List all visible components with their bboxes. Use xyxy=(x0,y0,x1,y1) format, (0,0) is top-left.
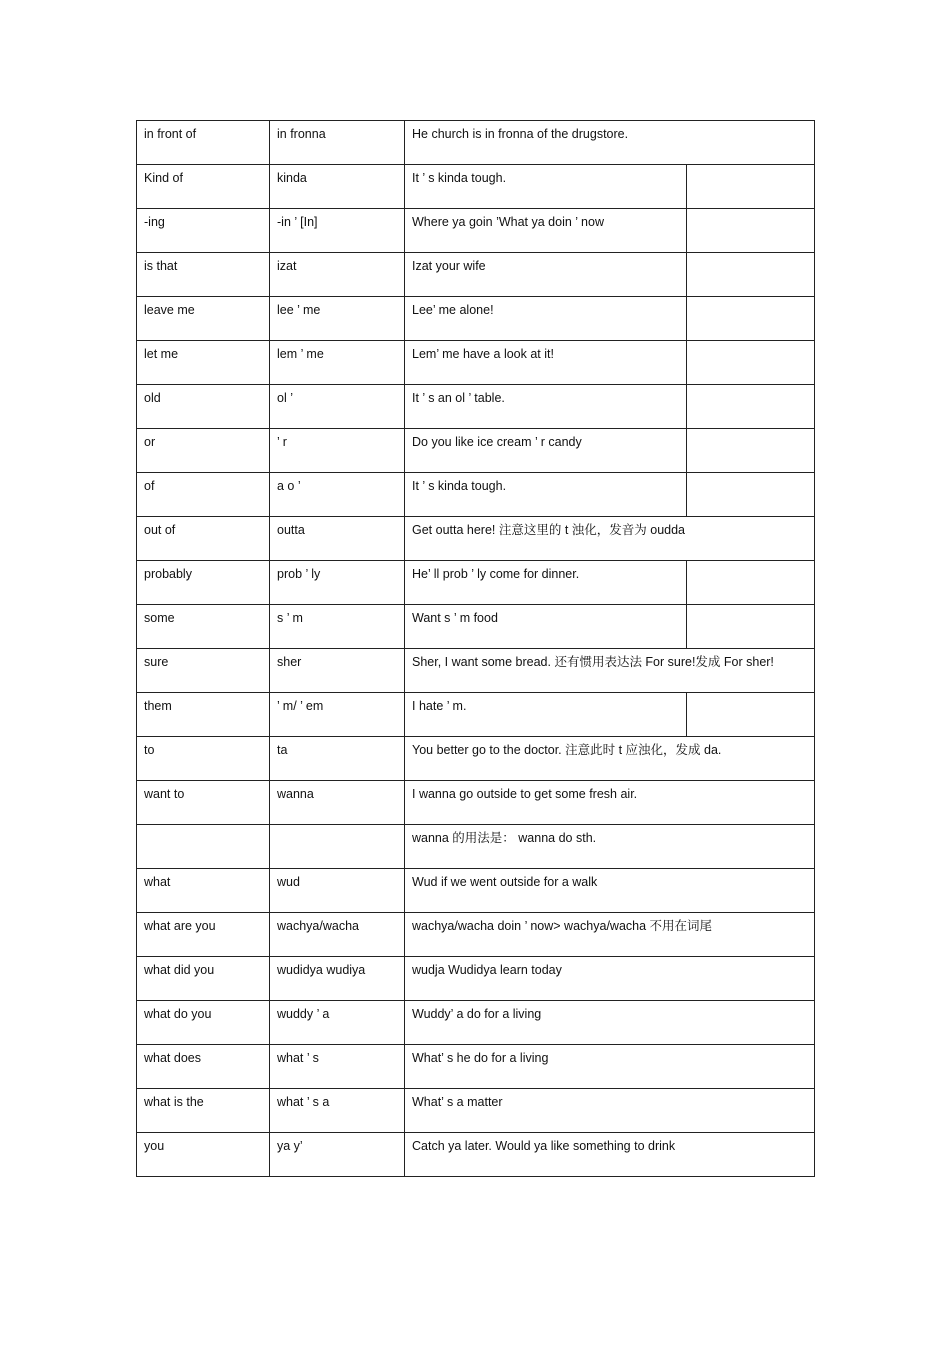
reduced-form-cell: lee ’ me xyxy=(270,297,405,341)
example-cell: wudja Wudidya learn today xyxy=(405,957,815,1001)
phrase-cell: some xyxy=(137,605,270,649)
reduced-form-cell: ya y’ xyxy=(270,1133,405,1177)
table-row xyxy=(137,1045,815,1089)
example-cell: Lee’ me alone! xyxy=(405,297,687,341)
empty-cell xyxy=(687,385,815,429)
table-row xyxy=(137,429,815,473)
example-cell: Lem’ me have a look at it! xyxy=(405,341,687,385)
reduced-form-cell: izat xyxy=(270,253,405,297)
empty-cell xyxy=(687,297,815,341)
example-cell: wanna 的用法是： wanna do sth. xyxy=(405,825,815,869)
table-row xyxy=(137,385,815,429)
table-row xyxy=(137,253,815,297)
example-cell: You better go to the doctor. 注意此时 t 应浊化，发成 da. xyxy=(405,737,815,781)
table-row xyxy=(137,737,815,781)
reduced-form-cell: s ’ m xyxy=(270,605,405,649)
example-cell: Wud if we went outside for a walk xyxy=(405,869,815,913)
table-row xyxy=(137,605,815,649)
phrase-cell: what do you xyxy=(137,1001,270,1045)
example-cell: He’ ll prob ’ ly come for dinner. xyxy=(405,561,687,605)
phrase-cell: want to xyxy=(137,781,270,825)
phrase-cell: is that xyxy=(137,253,270,297)
example-cell: Wuddy’ a do for a living xyxy=(405,1001,815,1045)
table-row xyxy=(137,297,815,341)
table-row xyxy=(137,121,815,165)
phrase-cell: what did you xyxy=(137,957,270,1001)
phrase-cell: old xyxy=(137,385,270,429)
table-row xyxy=(137,561,815,605)
empty-cell xyxy=(687,341,815,385)
reduced-form-cell: wanna xyxy=(270,781,405,825)
empty-cell xyxy=(687,253,815,297)
reduced-form-cell: in fronna xyxy=(270,121,405,165)
reduced-form-cell: what ’ s a xyxy=(270,1089,405,1133)
example-cell: Get outta here! 注意这里的 t 浊化，发音为 oudda xyxy=(405,517,815,561)
empty-cell xyxy=(687,209,815,253)
phrase-cell xyxy=(137,825,270,869)
example-cell: What’ s he do for a living xyxy=(405,1045,815,1089)
table-row xyxy=(137,517,815,561)
reduced-form-cell: -in ’ [In] xyxy=(270,209,405,253)
table-row xyxy=(137,473,815,517)
example-cell: I wanna go outside to get some fresh air. xyxy=(405,781,815,825)
phrase-cell: in front of xyxy=(137,121,270,165)
example-cell: Sher, I want some bread. 还有惯用表达法 For sure!发成 For sher! xyxy=(405,649,815,693)
table-row xyxy=(137,781,815,825)
table-row xyxy=(137,913,815,957)
table-row xyxy=(137,957,815,1001)
phrase-cell: of xyxy=(137,473,270,517)
empty-cell xyxy=(687,165,815,209)
example-cell: It ’ s kinda tough. xyxy=(405,473,687,517)
table-row xyxy=(137,1133,815,1177)
example-cell: He church is in fronna of the drugstore. xyxy=(405,121,815,165)
table-body xyxy=(137,121,815,1177)
table-row xyxy=(137,1001,815,1045)
reduced-form-cell xyxy=(270,825,405,869)
reduced-form-cell: what ’ s xyxy=(270,1045,405,1089)
phrase-cell: let me xyxy=(137,341,270,385)
phrase-cell: -ing xyxy=(137,209,270,253)
reduced-form-cell: wuddy ’ a xyxy=(270,1001,405,1045)
empty-cell xyxy=(687,693,815,737)
phrase-cell: them xyxy=(137,693,270,737)
reduced-form-cell: ol ’ xyxy=(270,385,405,429)
example-cell: Izat your wife xyxy=(405,253,687,297)
reduced-form-cell: ta xyxy=(270,737,405,781)
empty-cell xyxy=(687,429,815,473)
phrase-cell: to xyxy=(137,737,270,781)
phrase-cell: what is the xyxy=(137,1089,270,1133)
example-cell: What’ s a matter xyxy=(405,1089,815,1133)
table-row xyxy=(137,165,815,209)
phrase-cell: or xyxy=(137,429,270,473)
table-row xyxy=(137,1089,815,1133)
phrase-cell: Kind of xyxy=(137,165,270,209)
reduced-form-cell: lem ’ me xyxy=(270,341,405,385)
phrase-cell: probably xyxy=(137,561,270,605)
table-row xyxy=(137,693,815,737)
example-cell: Do you like ice cream ’ r candy xyxy=(405,429,687,473)
table-row xyxy=(137,649,815,693)
phrase-cell: sure xyxy=(137,649,270,693)
table-row xyxy=(137,869,815,913)
reduced-form-cell: kinda xyxy=(270,165,405,209)
empty-cell xyxy=(687,473,815,517)
reduced-form-cell: ’ m/ ’ em xyxy=(270,693,405,737)
reduced-form-cell: wud xyxy=(270,869,405,913)
reduced-form-cell: ’ r xyxy=(270,429,405,473)
phrase-cell: what does xyxy=(137,1045,270,1089)
reduced-form-cell: a o ’ xyxy=(270,473,405,517)
table-row xyxy=(137,341,815,385)
phrase-cell: you xyxy=(137,1133,270,1177)
reduced-form-cell: wudidya wudiya xyxy=(270,957,405,1001)
empty-cell xyxy=(687,605,815,649)
reduced-form-cell: prob ’ ly xyxy=(270,561,405,605)
example-cell: It ’ s an ol ’ table. xyxy=(405,385,687,429)
empty-cell xyxy=(687,561,815,605)
reduced-form-cell: sher xyxy=(270,649,405,693)
reduced-form-cell: outta xyxy=(270,517,405,561)
example-cell: It ’ s kinda tough. xyxy=(405,165,687,209)
phrase-cell: leave me xyxy=(137,297,270,341)
example-cell: Catch ya later. Would ya like something to drink xyxy=(405,1133,815,1177)
example-cell: wachya/wacha doin ’ now> wachya/wacha 不用在词尾 xyxy=(405,913,815,957)
example-cell: Want s ’ m food xyxy=(405,605,687,649)
phrase-cell: out of xyxy=(137,517,270,561)
table-row xyxy=(137,209,815,253)
phrase-cell: what are you xyxy=(137,913,270,957)
reduction-table xyxy=(136,120,815,1177)
phrase-cell: what xyxy=(137,869,270,913)
reduced-form-cell: wachya/wacha xyxy=(270,913,405,957)
example-cell: I hate ’ m. xyxy=(405,693,687,737)
table-row xyxy=(137,825,815,869)
example-cell: Where ya goin ’What ya doin ’ now xyxy=(405,209,687,253)
